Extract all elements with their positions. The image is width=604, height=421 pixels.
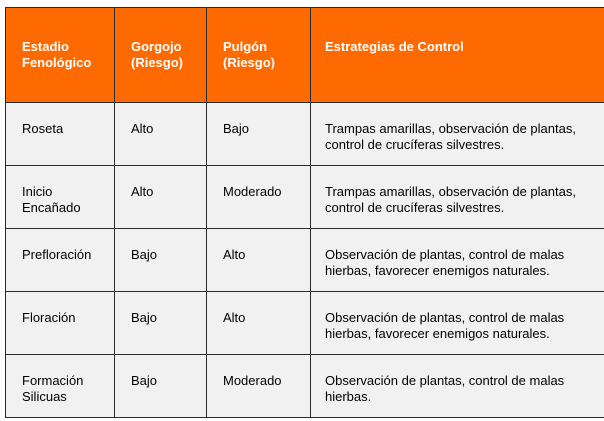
cell-aphid-risk: Alto xyxy=(207,292,311,355)
pest-risk-table xyxy=(5,7,604,418)
cell-weevil-risk: Bajo xyxy=(115,292,207,355)
header-phenological-stage: Estadio Fenológico xyxy=(6,8,115,103)
cell-aphid-risk: Bajo xyxy=(207,103,311,166)
cell-aphid-risk: Moderado xyxy=(207,355,311,418)
cell-stage: Prefloración xyxy=(6,229,115,292)
cell-stage: Inicio Encañado xyxy=(6,166,115,229)
header-control-strategies: Estrategias de Control xyxy=(311,8,604,103)
table-row xyxy=(6,229,604,292)
cell-weevil-risk: Alto xyxy=(115,166,207,229)
cell-weevil-risk: Bajo xyxy=(115,229,207,292)
cell-aphid-risk: Alto xyxy=(207,229,311,292)
cell-stage: Floración xyxy=(6,292,115,355)
cell-weevil-risk: Alto xyxy=(115,103,207,166)
table-row xyxy=(6,292,604,355)
cell-aphid-risk: Moderado xyxy=(207,166,311,229)
cell-strategy: Trampas amarillas, observación de plantas, control de crucíferas silvestres. xyxy=(311,103,604,166)
header-weevil-risk: Gorgojo (Riesgo) xyxy=(115,8,207,103)
cell-weevil-risk: Bajo xyxy=(115,355,207,418)
cell-strategy: Trampas amarillas, observación de plantas, control de crucíferas silvestres. xyxy=(311,166,604,229)
table-header-row xyxy=(6,8,604,103)
table-row xyxy=(6,355,604,418)
cell-stage: Roseta xyxy=(6,103,115,166)
cell-strategy: Observación de plantas, control de malas hierbas, favorecer enemigos naturales. xyxy=(311,292,604,355)
header-aphid-risk: Pulgón (Riesgo) xyxy=(207,8,311,103)
cell-strategy: Observación de plantas, control de malas hierbas. xyxy=(311,355,604,418)
pest-risk-table-container xyxy=(5,7,604,418)
table-row xyxy=(6,166,604,229)
cell-stage: Formación Silicuas xyxy=(6,355,115,418)
cell-strategy: Observación de plantas, control de malas hierbas, favorecer enemigos naturales. xyxy=(311,229,604,292)
table-row xyxy=(6,103,604,166)
